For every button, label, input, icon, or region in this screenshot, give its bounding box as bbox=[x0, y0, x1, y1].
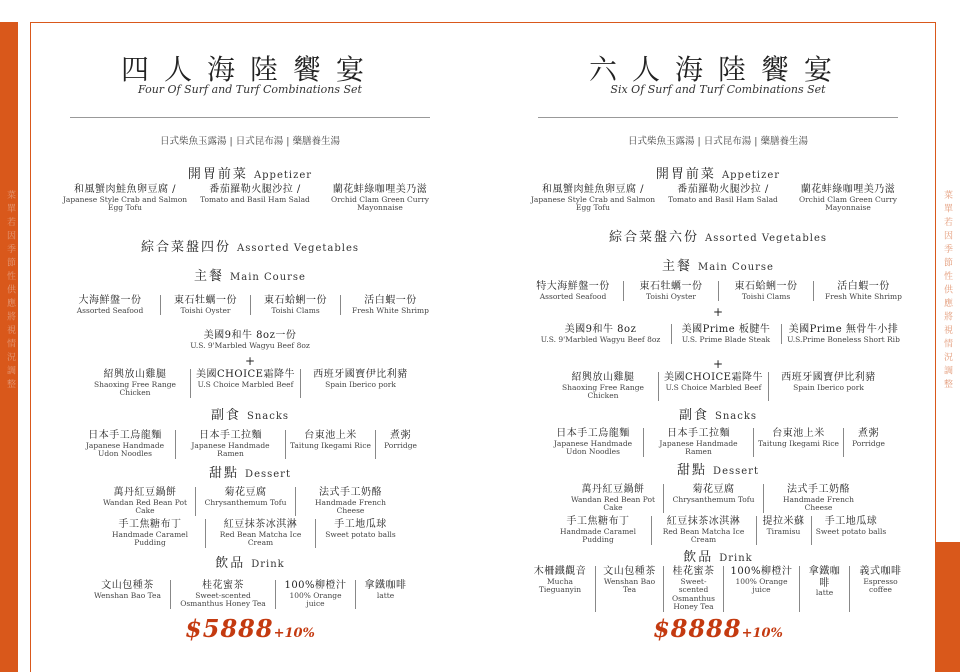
menu-item: 文山包種茶 Wenshan Bao Tea bbox=[595, 566, 663, 612]
menu-title-en: Four Of Surf and Turf Combinations Set bbox=[138, 83, 362, 96]
six-person-menu bbox=[508, 22, 928, 672]
menu-item: 台東池上米 Taitung Ikegami Rice bbox=[753, 428, 843, 457]
dessert-heading: 甜點 Dessert bbox=[209, 466, 291, 481]
menu-item: 100%柳橙汁 100% Orange juice bbox=[723, 566, 799, 612]
menu-item: 紅豆抹茶冰淇淋 Red Bean Matcha Ice Cream bbox=[205, 519, 315, 548]
menu-item: 美國Prime 無骨牛小排 U.S.Prime Boneless Short Rib bbox=[781, 324, 906, 344]
menu-item: 大海鮮盤一份 Assorted Seafood bbox=[76, 295, 144, 315]
snacks-heading: 副食 Snacks bbox=[678, 408, 758, 423]
menu-item: 日本手工拉麵 Japanese Handmade Ramen bbox=[643, 428, 753, 457]
snacks-row bbox=[40, 430, 460, 459]
menu-item: 美國Prime 板腱牛 U.S. Prime Blade Steak bbox=[671, 324, 781, 344]
plus-sign: + bbox=[244, 354, 256, 368]
dessert-row-2 bbox=[508, 516, 928, 545]
menu-item: 手工地瓜球 Sweet potato balls bbox=[811, 516, 891, 545]
menu-item: 萬丹紅豆鍋餅 Wandan Red Bean Pot Cake bbox=[102, 487, 188, 516]
main-course-row-3 bbox=[508, 372, 928, 401]
menu-item: 手工焦糖布丁 Handmade Caramel Pudding bbox=[111, 519, 189, 548]
menu-title-zh: 四人海陸饗宴 bbox=[120, 53, 379, 86]
menu-item: 特大海鮮盤一份 Assorted Seafood bbox=[536, 281, 610, 301]
dessert-row-1 bbox=[40, 487, 460, 516]
menu-item: 台東池上米 Taitung Ikegami Rice bbox=[285, 430, 375, 459]
menu-item: 桂花蜜茶 Sweet-scented Osmanthus Honey Tea bbox=[663, 566, 723, 612]
menu-item: 文山包種茶 Wenshan Bao Tea bbox=[94, 580, 161, 600]
menu-item: 法式手工奶酪 Handmade French Cheese bbox=[763, 484, 873, 513]
drink-heading: 飲品 Drink bbox=[215, 556, 285, 571]
appetizer-row bbox=[508, 184, 928, 213]
menu-item: 紹興放山雞腿 Shaoxing Free Range Chicken bbox=[93, 369, 176, 398]
menu-item: 紹興放山雞腿 Shaoxing Free Range Chicken bbox=[561, 372, 644, 401]
vegetables-heading: 綜合菜盤四份 Assorted Vegetables bbox=[141, 240, 359, 255]
menu-item: 和風蟹肉鮭魚卵豆腐 / Japanese Style Crab and Salmon Egg Tofu bbox=[62, 184, 188, 213]
menu-item: 東石牡蠣一份 Toishi Oyster bbox=[623, 281, 718, 301]
menu-item: 活白蝦一份 Fresh White Shrimp bbox=[340, 295, 440, 315]
plus-sign: + bbox=[712, 305, 724, 319]
menu-item: 菊花豆腐 Chrysanthemum Tofu bbox=[195, 487, 295, 516]
seasonal-note-left: 菜單若因季節性供應將視情況調整 bbox=[5, 190, 15, 393]
menu-item: 日本手工烏龍麵 Japanese Handmade Udon Noodles bbox=[553, 428, 633, 457]
appetizer-row bbox=[40, 184, 460, 213]
drink-row bbox=[40, 580, 460, 609]
drink-heading: 飲品 Drink bbox=[683, 550, 753, 565]
menu-item: 活白蝦一份 Fresh White Shrimp bbox=[813, 281, 913, 301]
menu-item: 蘭花蚌綠咖哩美乃滋 Orchid Clam Green Curry Mayonnaise bbox=[330, 184, 430, 213]
main-course-heading: 主餐 Main Course bbox=[662, 259, 774, 274]
menu-item: 東石蛤蜊一份 Toishi Clams bbox=[718, 281, 813, 301]
plus-sign: + bbox=[712, 357, 724, 371]
set-price: $5888+10% bbox=[185, 614, 315, 643]
menu-item: 日本手工拉麵 Japanese Handmade Ramen bbox=[175, 430, 285, 459]
menu-item: 煮粥 Porridge bbox=[843, 428, 893, 457]
menu-item: 和風蟹肉鮭魚卵豆腐 / Japanese Style Crab and Salmon Egg Tofu bbox=[530, 184, 656, 213]
menu-item: 紅豆抹茶冰淇淋 Red Bean Matcha Ice Cream bbox=[651, 516, 756, 545]
main-course-row-1 bbox=[508, 281, 928, 301]
menu-title-zh: 六人海陸饗宴 bbox=[588, 53, 847, 86]
menu-item: 100%柳橙汁 100% Orange juice bbox=[275, 580, 355, 609]
seasonal-note-right: 菜單若因季節性供應將視情況調整 bbox=[942, 190, 952, 393]
menu-item: 西班牙國寶伊比利豬 Spain Iberico pork bbox=[300, 369, 420, 398]
menu-item: 美國9和牛 8oz一份 U.S. 9'Marbled Wagyu Beef 8oz bbox=[190, 330, 310, 350]
vegetables-heading: 綜合菜盤六份 Assorted Vegetables bbox=[609, 230, 827, 245]
menu-item: 法式手工奶酪 Handmade French Cheese bbox=[295, 487, 405, 516]
menu-item: 日本手工烏龍麵 Japanese Handmade Udon Noodles bbox=[85, 430, 165, 459]
menu-item: 手工焦糖布丁 Handmade Caramel Pudding bbox=[559, 516, 637, 545]
menu-item: 木柵鐵觀音 Mucha Tieguanyin bbox=[533, 566, 587, 595]
main-course-row-2 bbox=[40, 330, 460, 350]
menu-item: 萬丹紅豆鍋餅 Wandan Red Bean Pot Cake bbox=[570, 484, 656, 513]
snacks-row bbox=[508, 428, 928, 457]
menu-item: 美國CHOICE霜降牛 U.S Choice Marbled Beef bbox=[658, 372, 768, 401]
appetizer-heading: 開胃前菜 Appetizer bbox=[655, 167, 781, 182]
menu-item: 菊花豆腐 Chrysanthemum Tofu bbox=[663, 484, 763, 513]
menu-item: 美國9和牛 8oz U.S. 9'Marbled Wagyu Beef 8oz bbox=[540, 324, 661, 344]
dessert-row-1 bbox=[508, 484, 928, 513]
menu-item: 蘭花蚌綠咖哩美乃滋 Orchid Clam Green Curry Mayonnaise bbox=[798, 184, 898, 213]
menu-item: 手工地瓜球 Sweet potato balls bbox=[315, 519, 405, 548]
four-person-menu bbox=[40, 22, 460, 672]
menu-item: 提拉米蘇 Tiramisu bbox=[756, 516, 811, 545]
menu-item: 拿鐵咖啡 latte bbox=[355, 580, 415, 609]
dessert-row-2 bbox=[40, 519, 460, 548]
menu-item: 東石牡蠣一份 Toishi Oyster bbox=[160, 295, 250, 315]
set-price: $8888+10% bbox=[653, 614, 783, 643]
menu-title-en: Six Of Surf and Turf Combinations Set bbox=[610, 83, 826, 96]
main-course-row-1 bbox=[40, 295, 460, 315]
menu-item: 番茄羅勒火腿沙拉 / Tomato and Basil Ham Salad bbox=[200, 184, 310, 204]
main-course-heading: 主餐 Main Course bbox=[194, 269, 306, 284]
soup-options: 日式柴魚玉露湯 | 日式昆布湯 | 藥膳養生湯 bbox=[628, 136, 808, 147]
title-divider bbox=[538, 117, 898, 118]
dessert-heading: 甜點 Dessert bbox=[677, 463, 759, 478]
soup-options: 日式柴魚玉露湯 | 日式昆布湯 | 藥膳養生湯 bbox=[160, 136, 340, 147]
snacks-heading: 副食 Snacks bbox=[210, 408, 290, 423]
menu-item: 番茄羅勒火腿沙拉 / Tomato and Basil Ham Salad bbox=[668, 184, 778, 204]
drink-row bbox=[508, 566, 928, 612]
title-divider bbox=[70, 117, 430, 118]
menu-item: 桂花蜜茶 Sweet-scented Osmanthus Honey Tea bbox=[170, 580, 275, 609]
appetizer-heading: 開胃前菜 Appetizer bbox=[187, 167, 313, 182]
menu-item: 拿鐵咖啡 latte bbox=[799, 566, 849, 612]
menu-item: 東石蛤蜊一份 Toishi Clams bbox=[250, 295, 340, 315]
menu-item: 義式咖啡 Espresso coffee bbox=[849, 566, 911, 612]
menu-item: 西班牙國寶伊比利豬 Spain Iberico pork bbox=[768, 372, 888, 401]
menu-item: 煮粥 Porridge bbox=[375, 430, 425, 459]
menu-item: 美國CHOICE霜降牛 U.S Choice Marbled Beef bbox=[190, 369, 300, 398]
main-course-row-2 bbox=[508, 324, 928, 344]
main-course-row-3 bbox=[40, 369, 460, 398]
